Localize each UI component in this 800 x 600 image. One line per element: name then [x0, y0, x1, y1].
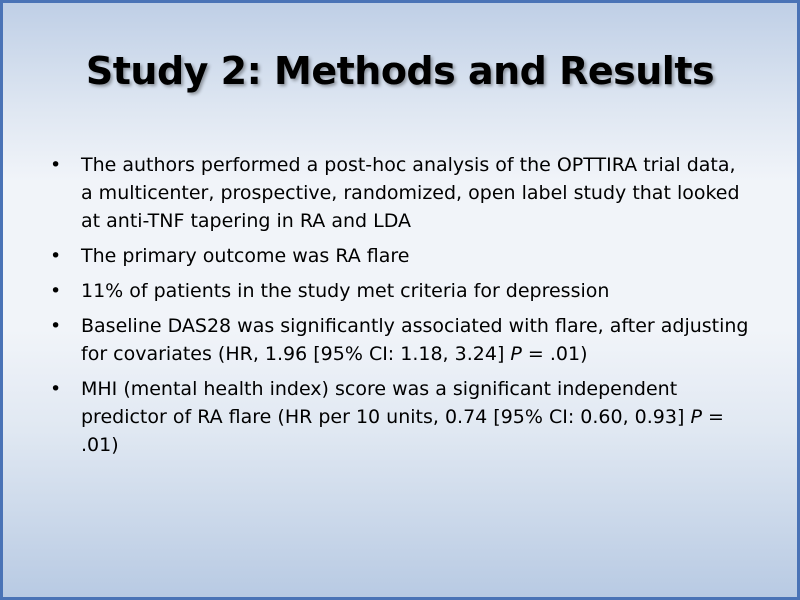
bullet-text	[81, 378, 724, 456]
bullet-dot-icon: •	[50, 280, 62, 302]
bullet-text: 11% of patients in the study met criteria for depression	[81, 280, 610, 302]
p-value-symbol: P	[510, 343, 522, 365]
p-value-symbol: P	[690, 406, 702, 428]
bullet-list	[50, 151, 750, 466]
bullet-text-main: MHI (mental health index) score was a significant independent predictor of RA flare (HR per 10 units, 0.74 [95% CI: 0.60, 0.93]	[81, 378, 691, 428]
bullet-text-main: Baseline DAS28 was significantly associated with flare, after adjusting for covariates (HR, 1.96 [95% CI: 1.18, 3.24]	[81, 315, 749, 365]
bullet-dot-icon: •	[50, 154, 62, 176]
bullet-item	[50, 375, 750, 459]
bullet-dot-icon: •	[50, 315, 62, 337]
bullet-dot-icon: •	[50, 245, 62, 267]
bullet-text	[81, 315, 749, 365]
bullet-item	[50, 277, 750, 305]
bullet-dot-icon: •	[50, 378, 62, 400]
bullet-item	[50, 312, 750, 368]
bullet-item	[50, 242, 750, 270]
bullet-text: The authors performed a post-hoc analysis of the OPTTIRA trial data, a multicenter, prospective, randomized, open label study that looked at anti-TNF tapering in RA and LDA	[81, 154, 740, 232]
bullet-text: The primary outcome was RA flare	[81, 245, 410, 267]
bullet-item	[50, 151, 750, 235]
bullet-text-tail: = .01)	[81, 406, 724, 456]
slide-title: Study 2: Methods and Results	[85, 49, 715, 93]
bullet-text-tail: = .01)	[521, 343, 588, 365]
